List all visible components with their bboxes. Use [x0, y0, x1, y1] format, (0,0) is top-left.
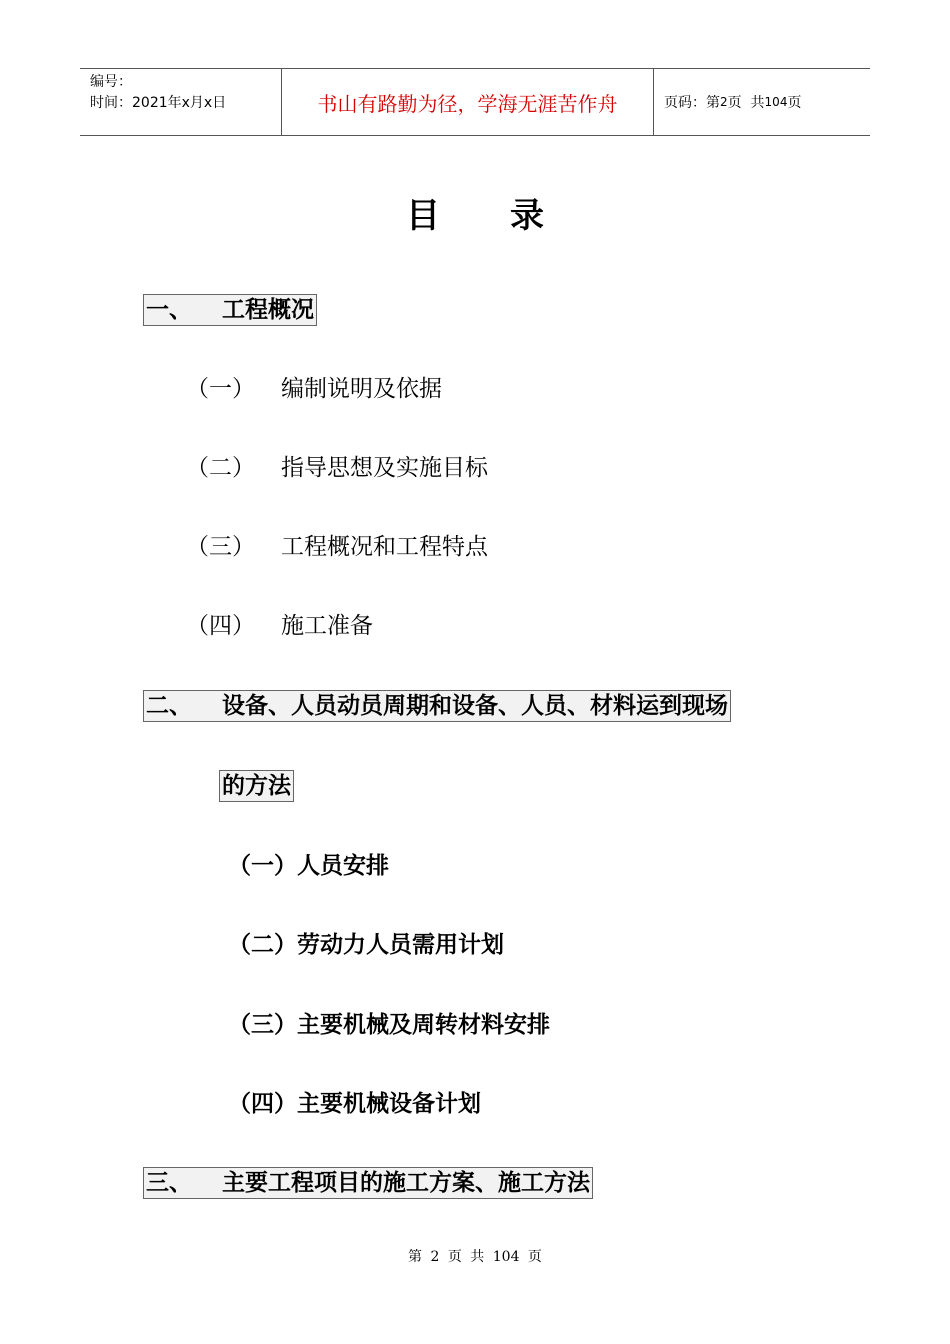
toc-item-1-2[interactable] — [186, 453, 488, 483]
item-number: （四） — [186, 613, 255, 639]
toc-section-3[interactable] — [143, 1167, 593, 1199]
toc-item-1-1[interactable] — [186, 374, 442, 404]
page-prefix: 页码：第 — [664, 95, 720, 111]
title-right: 录 — [510, 196, 544, 236]
page-title — [0, 188, 950, 237]
item-title: 编制说明及依据 — [281, 376, 442, 402]
item-number: （一） — [186, 376, 255, 402]
title-left: 目 — [406, 196, 440, 236]
time-label: 时间：2021年x月x日 — [90, 95, 227, 111]
section-2-title: 设备、人员动员周期和设备、人员、材料运到现场 — [222, 693, 728, 719]
toc-item-1-4[interactable] — [186, 611, 373, 641]
item-number: （三） — [186, 534, 255, 560]
item-title: 施工准备 — [281, 613, 373, 639]
toc-section-2-continued[interactable] — [219, 770, 294, 802]
page-total: 104 — [764, 95, 788, 109]
toc-item-2-2[interactable]: （二）劳动力人员需用计划 — [228, 932, 504, 958]
item-title: 指导思想及实施目标 — [281, 455, 488, 481]
page-suffix: 页 — [787, 95, 802, 111]
page-mid: 页 共 — [727, 95, 765, 111]
section-2-title-cont: 的方法 — [222, 773, 291, 799]
toc-item-2-1[interactable]: （一）人员安排 — [228, 853, 389, 879]
toc-item-2-4[interactable]: （四）主要机械设备计划 — [228, 1091, 481, 1117]
toc-section-1[interactable] — [143, 294, 317, 326]
section-1-number: 一、 — [146, 297, 192, 323]
section-1-title: 工程概况 — [222, 297, 314, 323]
page-footer: 第 2 页 共 104 页 — [408, 1249, 542, 1265]
toc-section-2[interactable] — [143, 690, 731, 722]
section-3-number: 三、 — [146, 1170, 192, 1196]
header-page-info — [654, 69, 870, 135]
section-2-number: 二、 — [146, 693, 192, 719]
number-label: 编号： — [90, 74, 132, 90]
section-3-title: 主要工程项目的施工方案、施工方法 — [222, 1170, 590, 1196]
toc-item-1-3[interactable] — [186, 532, 488, 562]
page-header — [80, 68, 870, 136]
header-motto: 书山有路勤为径，学海无涯苦作舟 — [281, 69, 654, 135]
item-number: （二） — [186, 455, 255, 481]
toc-item-2-3[interactable]: （三）主要机械及周转材料安排 — [228, 1012, 550, 1038]
page-number: 2 — [720, 95, 728, 109]
header-meta — [80, 69, 281, 135]
item-title: 工程概况和工程特点 — [281, 534, 488, 560]
